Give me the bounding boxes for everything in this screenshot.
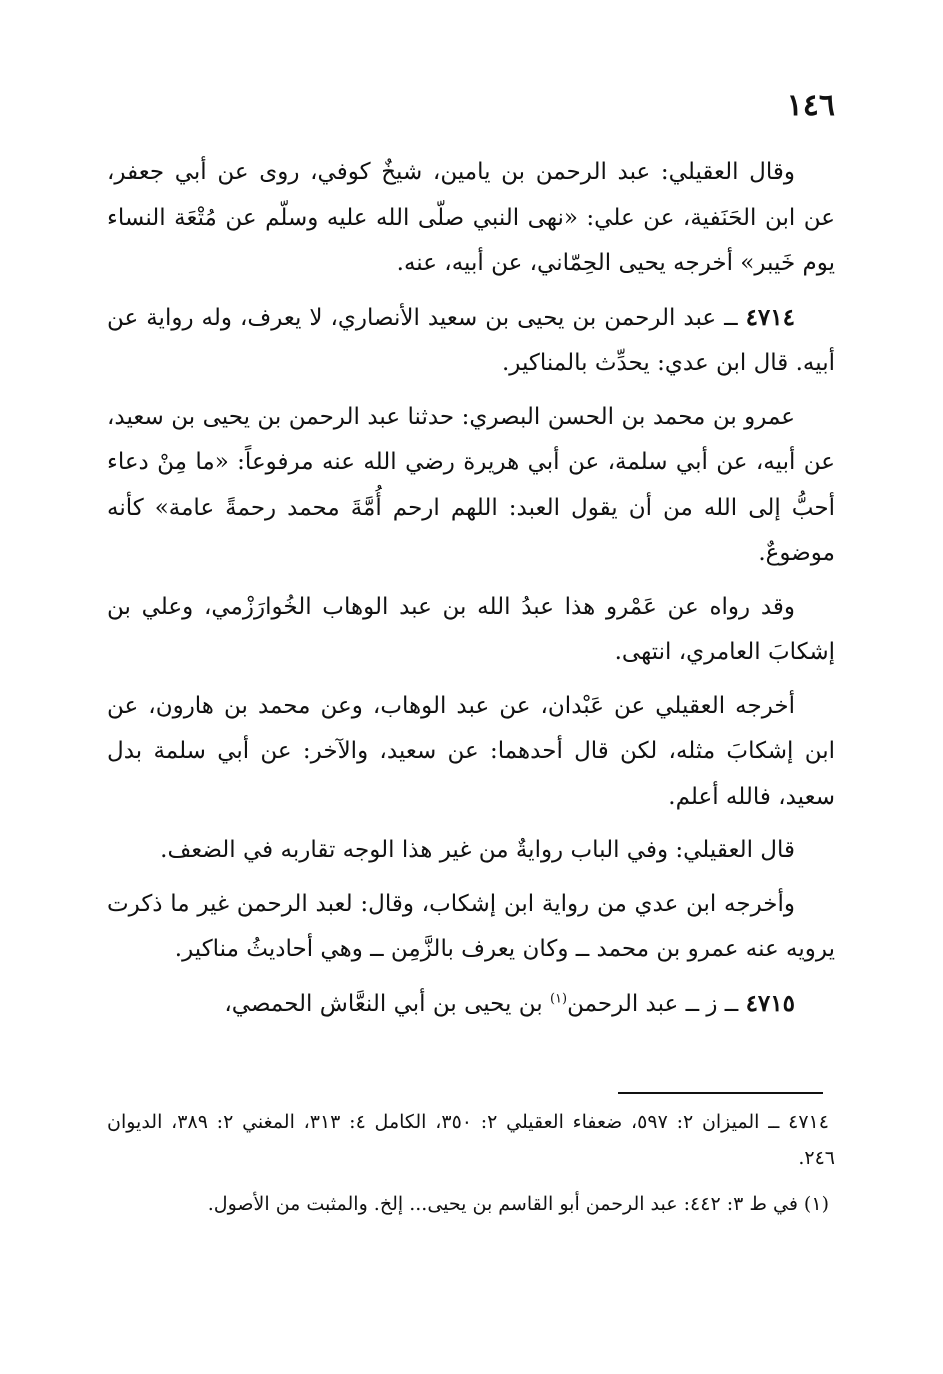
footnote-ref: (١) [549,990,568,1006]
footnote-divider [618,1092,823,1094]
paragraph-uqayli-chapter: قال العقيلي: وفي الباب روايةٌ من غير هذا الوجه تقاربه في الضعف. [160,837,795,863]
footnote-sources: ٤٧١٤ ــ الميزان ٢: ٥٩٧، ضعفاء العقيلي ٢: ٣٥٠، الكامل ٤: ٣١٣، المغني ٢: ٣٨٩، الديوان ٢٤٦. [107,1111,835,1169]
main-text [107,150,835,1035]
footnotes [107,1104,835,1232]
entry-4715 [107,981,835,1028]
paragraph-ibn-adi: وأخرجه ابن عدي من رواية ابن إشكاب، وقال: لعبد الرحمن غير ما ذكرت يرويه عنه عمرو بن محمد ــ وكان يعرف بالزَّمِن ــ وهي أحاديثُ مناكير. [107,890,835,962]
entry-text: ــ عبد الرحمن بن يحيى بن سعيد الأنصاري، لا يعرف، وله رواية عن أبيه. قال ابن عدي: يحدِّث بالمناكير. [107,304,835,376]
entry-number: ٤٧١٤ [745,303,795,331]
paragraph-amr-ibn-muhammad: عمرو بن محمد بن الحسن البصري: حدثنا عبد الرحمن بن يحيى بن سعيد، عن أبيه، عن أبي سلمة، عن أبي هريرة رضي الله عنه مرفوعاً: «ما مِنْ دعاء أحبُّ إلى الله من أن يقول العبد: اللهم ارحم أُمَّةَ محمد رحمةً عامة» كأنه موضوعٌ. [107,403,835,566]
entry-number: ٤٧١٥ [745,989,795,1017]
paragraph-uqayli-abdan: أخرجه العقيلي عن عَبْدان، عن عبد الوهاب، وعن محمد بن هارون، عن ابن إشكابَ مثله، لكن قال أحدهما: عن سعيد، والآخر: عن أبي سلمة بدل سعيد، فالله أعلم. [107,692,835,810]
entry-text-pre: ــ ز ــ عبد الرحمن [567,990,739,1017]
entry-text-post: بن يحيى بن أبي النعَّاش الحمصي، [224,990,543,1017]
footnote-1: (١) في ط ٣: ٤٤٢: عبد الرحمن أبو القاسم بن يحيى... إلخ. والمثبت من الأصول. [207,1193,829,1215]
paragraph-uqayli-yamin: وقال العقيلي: عبد الرحمن بن يامين، شيخٌ كوفي، روى عن أبي جعفر، عن ابن الحَنَفية، عن علي: «نهى النبي صلّى الله عليه وسلّم عن مُتْعَة النساء يوم خَيبر» أخرجه يحيى الحِمّاني، عن أبيه، عنه. [107,159,835,276]
paragraph-narration: وقد رواه عن عَمْرو هذا عبدُ الله بن عبد الوهاب الخُوارَزْمي، وعلي بن إشكابَ العامري، انتهى. [107,593,835,665]
entry-4714 [107,295,835,387]
page-number: ١٤٦ [786,88,835,123]
